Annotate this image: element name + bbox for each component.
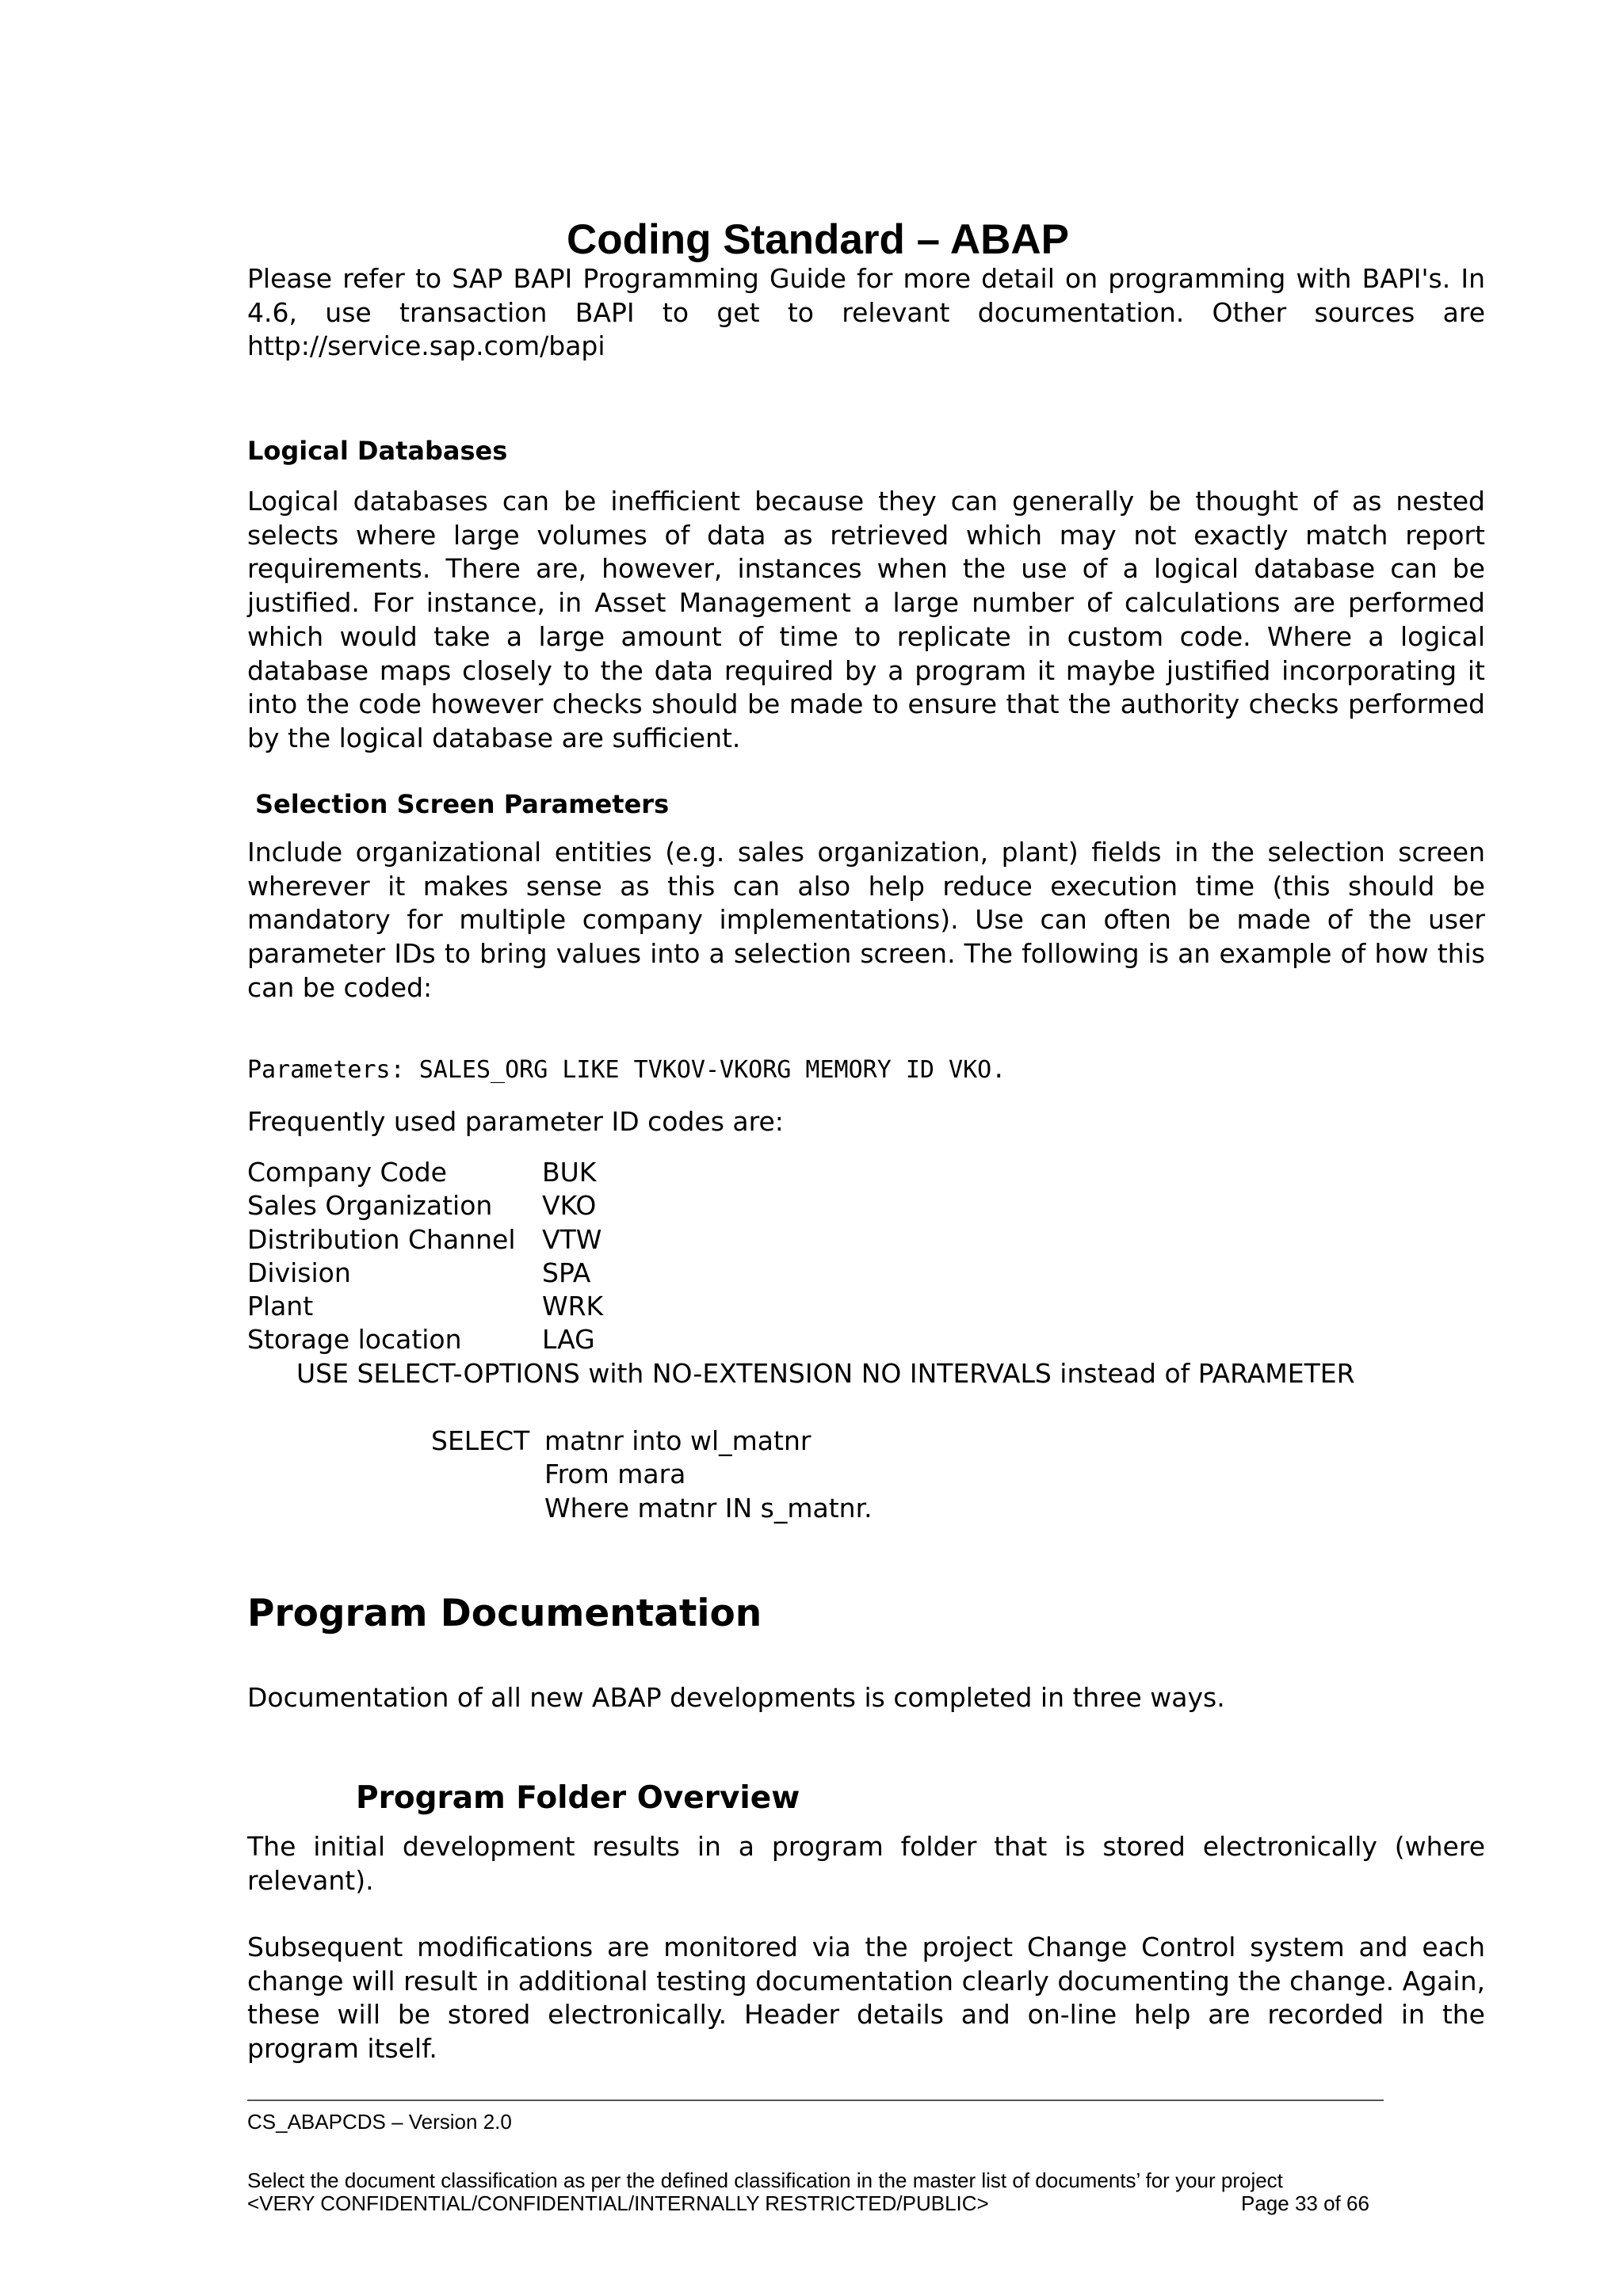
code-row — [247, 1156, 603, 1189]
intro-paragraph: Please refer to SAP BAPI Programming Guide for more detail on programming with BAPI's. In 4.6, use transaction BAPI to get to relevant documentation. Other sources are http://service.sap.com/bapi — [247, 263, 1485, 362]
footer-classification-note: Select the document classification as per the defined classification in the master list of documents’ for your project — [247, 2168, 1283, 2192]
logical-databases-paragraph: Logical databases can be inefficient because they can generally be thought of as nested selects where large volumes of data as retrieved which may not exactly match report requirements. There are, however, instances when the use of a logical database can be justified. For instance, in Asset Management a large number of calculations are performed which would take a large amount of time to replicate in custom code. Where a logical database maps closely to the data required by a program it maybe justified incorporating it into the code however checks should be made to ensure that the authority checks performed by the logical database are sufficient. — [247, 486, 1485, 753]
footer-divider — [247, 2100, 1384, 2101]
code-name: Company Code — [247, 1157, 447, 1188]
program-folder-paragraph-2: Subsequent modifications are monitored via the project Change Control system and each change will result in additional testing documentation clearly documenting the change. Again, these will be stored electronically. Header details and on-line help are recorded in the program itself. — [247, 1932, 1485, 2065]
code-row — [247, 1323, 603, 1356]
code-name: Distribution Channel — [247, 1223, 516, 1255]
logical-databases-heading: Logical Databases — [247, 436, 508, 466]
code-value: VKO — [542, 1190, 597, 1222]
select-keyword: SELECT — [431, 1425, 530, 1456]
page-title: Coding Standard – ABAP — [566, 216, 1070, 263]
code-value: VTW — [542, 1223, 602, 1255]
code-value: SPA — [542, 1257, 591, 1288]
program-folder-paragraph-1: The initial development results in a program folder that is stored electronically (where relevant). — [247, 1831, 1485, 1896]
code-row — [247, 1223, 603, 1257]
code-name: Sales Organization — [247, 1190, 493, 1222]
code-name: Storage location — [247, 1324, 462, 1356]
program-documentation-paragraph: Documentation of all new ABAP developments is completed in three ways. — [247, 1682, 1225, 1713]
parameters-code-line: Parameters: SALES_ORG LIKE TVKOV-VKORG MEMORY ID VKO. — [247, 1056, 1006, 1084]
code-name: Plant — [247, 1291, 314, 1322]
selection-screen-heading: Selection Screen Parameters — [255, 789, 670, 819]
code-value: WRK — [542, 1291, 604, 1322]
code-row — [247, 1189, 603, 1222]
program-documentation-heading: Program Documentation — [247, 1592, 762, 1635]
select-line: From mara — [544, 1459, 686, 1489]
parameter-id-codes-table — [247, 1156, 603, 1357]
program-folder-overview-heading: Program Folder Overview — [356, 1780, 800, 1816]
footer-classification-levels: <VERY CONFIDENTIAL/CONFIDENTIAL/INTERNALLY RESTRICTED/PUBLIC> — [247, 2191, 989, 2215]
select-line: Where matnr IN s_matnr. — [544, 1493, 873, 1524]
codes-intro: Frequently used parameter ID codes are: — [247, 1106, 784, 1137]
use-select-options-note: USE SELECT-OPTIONS with NO-EXTENSION NO INTERVALS instead of PARAMETER — [296, 1358, 1355, 1389]
code-value: BUK — [542, 1157, 597, 1188]
footer-page-number: Page 33 of 66 — [1241, 2191, 1369, 2215]
select-line: matnr into wl_matnr — [544, 1425, 812, 1456]
footer-version: CS_ABAPCDS – Version 2.0 — [247, 2110, 512, 2134]
code-row — [247, 1290, 603, 1323]
code-row — [247, 1257, 603, 1290]
code-name: Division — [247, 1257, 351, 1288]
selection-screen-paragraph: Include organizational entities (e.g. sales organization, plant) fields in the selection screen wherever it makes sense as this can also help reduce execution time (this should be mandatory for multiple company implementations). Use can often be made of the user parameter IDs to bring values into a selection screen. The following is an example of how this can be coded: — [247, 837, 1485, 1003]
code-value: LAG — [542, 1324, 595, 1356]
